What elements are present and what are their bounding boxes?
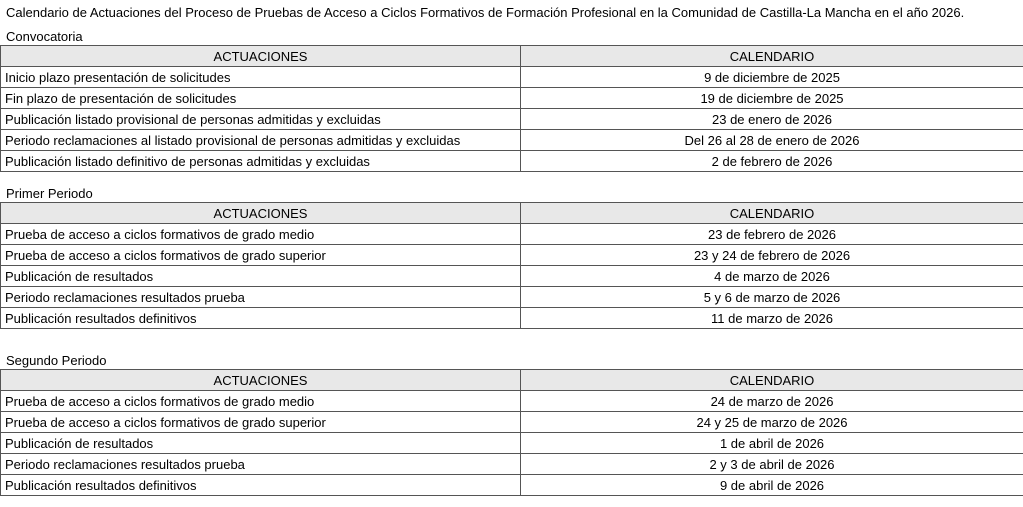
table-row [1,67,1023,88]
table-row [1,224,1023,245]
date-cell: 5 y 6 de marzo de 2026 [521,287,1023,308]
table-segundo-periodo [0,369,1023,496]
table-row [1,308,1023,329]
table-row [1,287,1023,308]
date-cell: 24 de marzo de 2026 [521,391,1023,412]
header-calendario: CALENDARIO [521,46,1023,67]
table-row [1,109,1023,130]
table-primer-periodo [0,202,1023,329]
actuacion-cell: Publicación de resultados [1,266,521,287]
actuacion-cell: Periodo reclamaciones resultados prueba [1,454,521,475]
table-row [1,475,1023,496]
page-title: Calendario de Actuaciones del Proceso de Pruebas de Acceso a Ciclos Formativos de Formación Profesional en la Comunidad de Castilla-La Mancha en el año 2026. [6,5,965,20]
table-header-row [1,203,1023,224]
table-row [1,88,1023,109]
table-row [1,245,1023,266]
actuacion-cell: Prueba de acceso a ciclos formativos de grado superior [1,245,521,266]
table-row [1,391,1023,412]
actuacion-cell: Prueba de acceso a ciclos formativos de grado superior [1,412,521,433]
section-label-segundo-periodo: Segundo Periodo [6,353,107,368]
actuacion-cell: Publicación listado provisional de personas admitidas y excluidas [1,109,521,130]
header-actuaciones: ACTUACIONES [1,46,521,67]
table-row [1,412,1023,433]
date-cell: 1 de abril de 2026 [521,433,1023,454]
date-cell: 23 de enero de 2026 [521,109,1023,130]
actuacion-cell: Fin plazo de presentación de solicitudes [1,88,521,109]
actuacion-cell: Periodo reclamaciones al listado provisional de personas admitidas y excluidas [1,130,521,151]
actuacion-cell: Inicio plazo presentación de solicitudes [1,67,521,88]
date-cell: Del 26 al 28 de enero de 2026 [521,130,1023,151]
date-cell: 2 y 3 de abril de 2026 [521,454,1023,475]
header-calendario: CALENDARIO [521,370,1023,391]
date-cell: 9 de diciembre de 2025 [521,67,1023,88]
table-row [1,454,1023,475]
header-actuaciones: ACTUACIONES [1,370,521,391]
actuacion-cell: Publicación de resultados [1,433,521,454]
section-label-primer-periodo: Primer Periodo [6,186,93,201]
actuacion-cell: Prueba de acceso a ciclos formativos de grado medio [1,391,521,412]
actuacion-cell: Prueba de acceso a ciclos formativos de grado medio [1,224,521,245]
actuacion-cell: Publicación resultados definitivos [1,308,521,329]
date-cell: 2 de febrero de 2026 [521,151,1023,172]
header-actuaciones: ACTUACIONES [1,203,521,224]
date-cell: 11 de marzo de 2026 [521,308,1023,329]
table-header-row [1,370,1023,391]
date-cell: 9 de abril de 2026 [521,475,1023,496]
actuacion-cell: Publicación listado definitivo de personas admitidas y excluidas [1,151,521,172]
table-row [1,151,1023,172]
table-row [1,130,1023,151]
date-cell: 23 y 24 de febrero de 2026 [521,245,1023,266]
actuacion-cell: Periodo reclamaciones resultados prueba [1,287,521,308]
date-cell: 24 y 25 de marzo de 2026 [521,412,1023,433]
table-header-row [1,46,1023,67]
actuacion-cell: Publicación resultados definitivos [1,475,521,496]
section-label-convocatoria: Convocatoria [6,29,83,44]
date-cell: 23 de febrero de 2026 [521,224,1023,245]
table-row [1,433,1023,454]
table-convocatoria [0,45,1023,172]
date-cell: 4 de marzo de 2026 [521,266,1023,287]
table-row [1,266,1023,287]
header-calendario: CALENDARIO [521,203,1023,224]
date-cell: 19 de diciembre de 2025 [521,88,1023,109]
